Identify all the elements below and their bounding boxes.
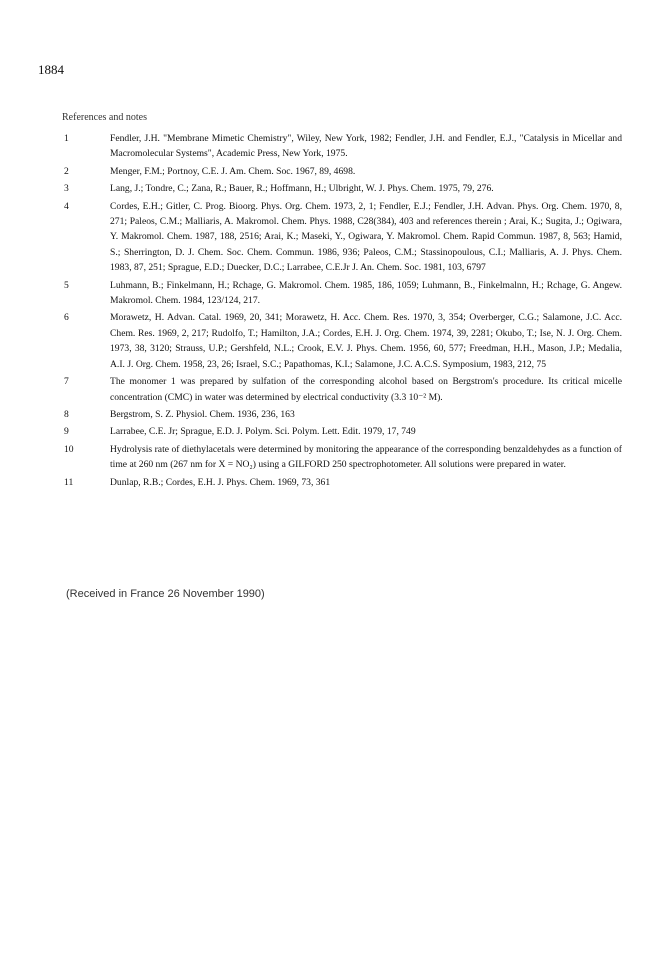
reference-text: Lang, J.; Tondre, C.; Zana, R.; Bauer, R.; Hoffmann, H.; Ulbright, W. J. Phys. Chem. 1975, 79, 276. bbox=[110, 183, 494, 195]
reference-number: 7 bbox=[64, 376, 69, 388]
reference-number: 10 bbox=[64, 443, 74, 455]
reference-list bbox=[62, 131, 622, 492]
reference-item bbox=[62, 310, 622, 372]
page-number: 1884 bbox=[38, 62, 64, 77]
reference-text: Hydrolysis rate of diethylacetals were determined by monitoring the appearance of the corresponding benzaldehydes as a function of time at 260 nm (267 nm for X = NO₂) using a GILFORD 250 spectrophotometer. All solutions were prepared in water. bbox=[110, 443, 622, 471]
reference-number: 6 bbox=[64, 312, 69, 324]
reference-text: Fendler, J.H. "Membrane Mimetic Chemistry", Wiley, New York, 1982; Fendler, J.H. and Fendler, E.J., "Catalysis in Micellar and Macromolecular Systems", Academic Press, New York, 1975. bbox=[110, 133, 622, 160]
reference-item bbox=[62, 424, 622, 439]
section-title: References and notes bbox=[62, 112, 147, 123]
reference-text: The monomer 1 was prepared by sulfation of the corresponding alcohol based on Bergstrom's procedure. Its critical micelle concentration (CMC) in water was determined by electrical conductivity (3.3 10⁻² M). bbox=[110, 376, 622, 403]
reference-number: 1 bbox=[64, 133, 69, 144]
reference-text: Dunlap, R.B.; Cordes, E.H. J. Phys. Chem. 1969, 73, 361 bbox=[110, 476, 331, 488]
reference-item bbox=[62, 407, 622, 422]
reference-number: 9 bbox=[64, 426, 69, 438]
reference-number: 2 bbox=[64, 165, 69, 177]
reference-number: 5 bbox=[64, 279, 69, 291]
reference-text: Morawetz, H. Advan. Catal. 1969, 20, 341; Morawetz, H. Acc. Chem. Res. 1970, 3, 354; Overberger, C.G.; Salamone, J.C. Acc. Chem. Res. 1969, 2, 217; Rudolfo, T.; Hamilton, J.A.; Cordes, E.H. J. Org. Chem. 1974, 39, 2281; Okubo, T.; Ise, N. J. Org. Chem. 1973, 38, 3120; Strauss, U.P.; Gershfeld, N.L.; Crook, E.V. J. Phys. Chem. 1956, 60, 577; Freedman, H.H., Mason, J.P.; Medalia, A.I. J. Org. Chem. 1958, 23, 26; Israel, S.C.; Papathomas, K.I.; Salamone, J.C. A.C.S. Symposium, 1983, 212, 75 bbox=[110, 312, 622, 370]
reference-item bbox=[62, 278, 622, 309]
reference-text: Larrabee, C.E. Jr; Sprague, E.D. J. Polym. Sci. Polym. Lett. Edit. 1979, 17, 749 bbox=[110, 426, 416, 438]
reference-item bbox=[62, 131, 622, 162]
reference-text: Menger, F.M.; Portnoy, C.E. J. Am. Chem. Soc. 1967, 89, 4698. bbox=[110, 165, 356, 177]
reference-item bbox=[62, 374, 622, 405]
reference-number: 4 bbox=[64, 200, 69, 212]
reference-number: 11 bbox=[64, 476, 74, 488]
reference-item bbox=[62, 475, 622, 490]
reference-text: Bergstrom, S. Z. Physiol. Chem. 1936, 236, 163 bbox=[110, 408, 295, 420]
reference-number: 8 bbox=[64, 408, 69, 420]
reference-text: Cordes, E.H.; Gitler, C. Prog. Bioorg. Phys. Org. Chem. 1973, 2, 1; Fendler, E.J.; Fendler, J.H. Advan. Phys. Org. Chem. 1970, 8, 271; Paleos, C.M.; Malliaris, A. Makromol. Chem. Phys. 1988, C28(384), 403 and references therein ; Arai, K.; Sugita, J.; Ogiwara, Y. Makromol. Chem. 1987, 188, 2516; Arai, K.; Maseki, Y., Ogiwara, Y. Makromol. Chem. Rapid Commun. 1987, 8, 563; Hamid, S.; Sherrington, D. J. Chem. Soc. Chem. Commun. 1986, 936; Paleos, C.M.; Stassinopoulous, C.I.; Malliaris, A. J. Phys. Chem. 1983, 87, 251; Sprague, E.D.; Duecker, D.C.; Larrabee, C.E.Jr J. An. Chem. Soc. 1981, 103, 6797 bbox=[110, 200, 622, 274]
reference-item bbox=[62, 181, 622, 196]
reference-item bbox=[62, 164, 622, 179]
reference-item bbox=[62, 442, 622, 473]
reference-item bbox=[62, 199, 622, 276]
reference-text: Luhmann, B.; Finkelmann, H.; Rchage, G. Makromol. Chem. 1985, 186, 1059; Luhmann, B., Finkelmalnn, H.; Rchage, G. Angew. Makromol. Chem. 1984, 123/124, 217. bbox=[110, 279, 622, 307]
received-date: (Received in France 26 November 1990) bbox=[66, 588, 265, 600]
reference-number: 3 bbox=[64, 183, 69, 195]
